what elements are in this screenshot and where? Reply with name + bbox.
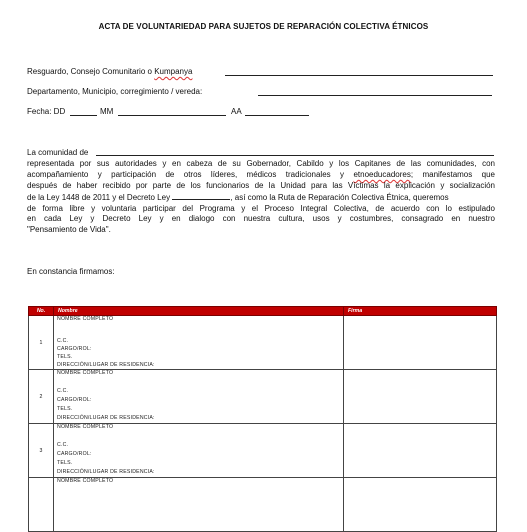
cc-label: C.C.	[57, 442, 69, 448]
nombre-completo-label: NOMBRE COMPLETO	[57, 424, 114, 430]
cargo-label: CARGO/ROL:	[57, 346, 92, 352]
fecha-aa-label: AA	[231, 107, 242, 116]
document-title: ACTA DE VOLUNTARIEDAD PARA SUJETOS DE REPARACIÓN COLECTIVA ÉTNICOS	[98, 22, 429, 31]
body-line-7: en cada Ley y Decreto Ley y en dialogo con nuestra cultura, usos y costumbres, consagrado en nuestro	[27, 214, 495, 224]
table-row	[29, 316, 497, 370]
signature-cell[interactable]	[344, 370, 497, 424]
body-line-8: "Pensamiento de Vida".	[27, 225, 111, 235]
closing-statement: En constancia firmamos:	[27, 267, 115, 276]
direccion-label: DIRECCIÓN/LUGAR DE RESIDENCIA:	[57, 469, 155, 475]
nombre-completo-label: NOMBRE COMPLETO	[57, 316, 114, 322]
declaration-paragraph	[27, 148, 495, 236]
name-cell[interactable]	[54, 424, 344, 478]
body-line-1: La comunidad de	[27, 148, 89, 157]
signature-cell[interactable]	[344, 478, 497, 532]
name-cell[interactable]	[54, 316, 344, 370]
header-nombre: Nombre	[54, 307, 344, 316]
etnoeducadores-word: etnoeducadores	[353, 169, 411, 179]
row-number: 1	[29, 316, 54, 370]
nombre-completo-label: NOMBRE COMPLETO	[57, 478, 114, 484]
tels-label: TELS.	[57, 354, 73, 360]
table-row	[29, 478, 497, 532]
cargo-label: CARGO/ROL:	[57, 451, 92, 457]
fecha-mm-label: MM	[100, 107, 114, 116]
cargo-label: CARGO/ROL:	[57, 397, 92, 403]
fecha-aa-blank	[245, 115, 309, 116]
body-line-4: después de haber recibido por parte de los funcionarios de la Unidad para las Víctimas la explicación y socialización	[27, 180, 495, 190]
signature-cell[interactable]	[344, 424, 497, 478]
departamento-blank-line	[258, 95, 492, 96]
header-no: No.	[29, 307, 54, 316]
tels-label: TELS.	[57, 460, 73, 466]
tels-label: TELS.	[57, 406, 73, 412]
table-header-row	[29, 307, 497, 316]
body-line-3-post: ; manifestamos que	[410, 169, 495, 179]
name-cell[interactable]	[54, 370, 344, 424]
nombre-completo-label: NOMBRE COMPLETO	[57, 370, 114, 376]
resguardo-label-text: Resguardo, Consejo Comunitario o	[27, 67, 155, 76]
body-line-3	[27, 170, 495, 181]
row-number: 2	[29, 370, 54, 424]
resguardo-label	[27, 67, 192, 76]
departamento-label: Departamento, Municipio, corregimiento / vereda:	[27, 87, 203, 96]
body-line-6: de forma libre y voluntaria participar del Programa y el Proceso Integral Colectiva, de acuerdo con lo estipulado	[27, 203, 495, 213]
header-firma: Firma	[344, 307, 497, 316]
row-number: 3	[29, 424, 54, 478]
body-line-3-pre: acompañamiento y participación de otros líderes, médicos tradicionales y	[27, 169, 354, 179]
fecha-dd-blank	[70, 115, 97, 116]
fecha-mm-blank	[118, 115, 226, 116]
body-line-2: representada por sus autoridades y en cabeza de su Gobernador, Cabildo y los Capitanes de las comunidades, con	[27, 158, 495, 168]
decreto-blank-line	[172, 192, 230, 200]
fecha-dd-label: Fecha: DD	[27, 107, 66, 116]
resguardo-blank-line	[225, 75, 493, 76]
signature-table	[28, 306, 497, 532]
name-cell[interactable]	[54, 478, 344, 532]
body-line-5	[27, 192, 495, 204]
direccion-label: DIRECCIÓN/LUGAR DE RESIDENCIA:	[57, 415, 155, 421]
body-line-5-pre: de la Ley 1448 de 2011 y el Decreto Ley	[27, 192, 171, 202]
row-number	[29, 478, 54, 532]
cc-label: C.C.	[57, 388, 69, 394]
signature-cell[interactable]	[344, 316, 497, 370]
table-row	[29, 424, 497, 478]
direccion-label: DIRECCIÓN/LUGAR DE RESIDENCIA:	[57, 362, 155, 368]
cc-label: C.C.	[57, 338, 69, 344]
kumpanya-word: Kumpanya	[154, 67, 193, 76]
table-row	[29, 370, 497, 424]
comunidad-blank-line	[96, 155, 494, 156]
body-line-5-post: , así como la Ruta de Reparación Colectiva Étnica, queremos	[230, 192, 449, 202]
